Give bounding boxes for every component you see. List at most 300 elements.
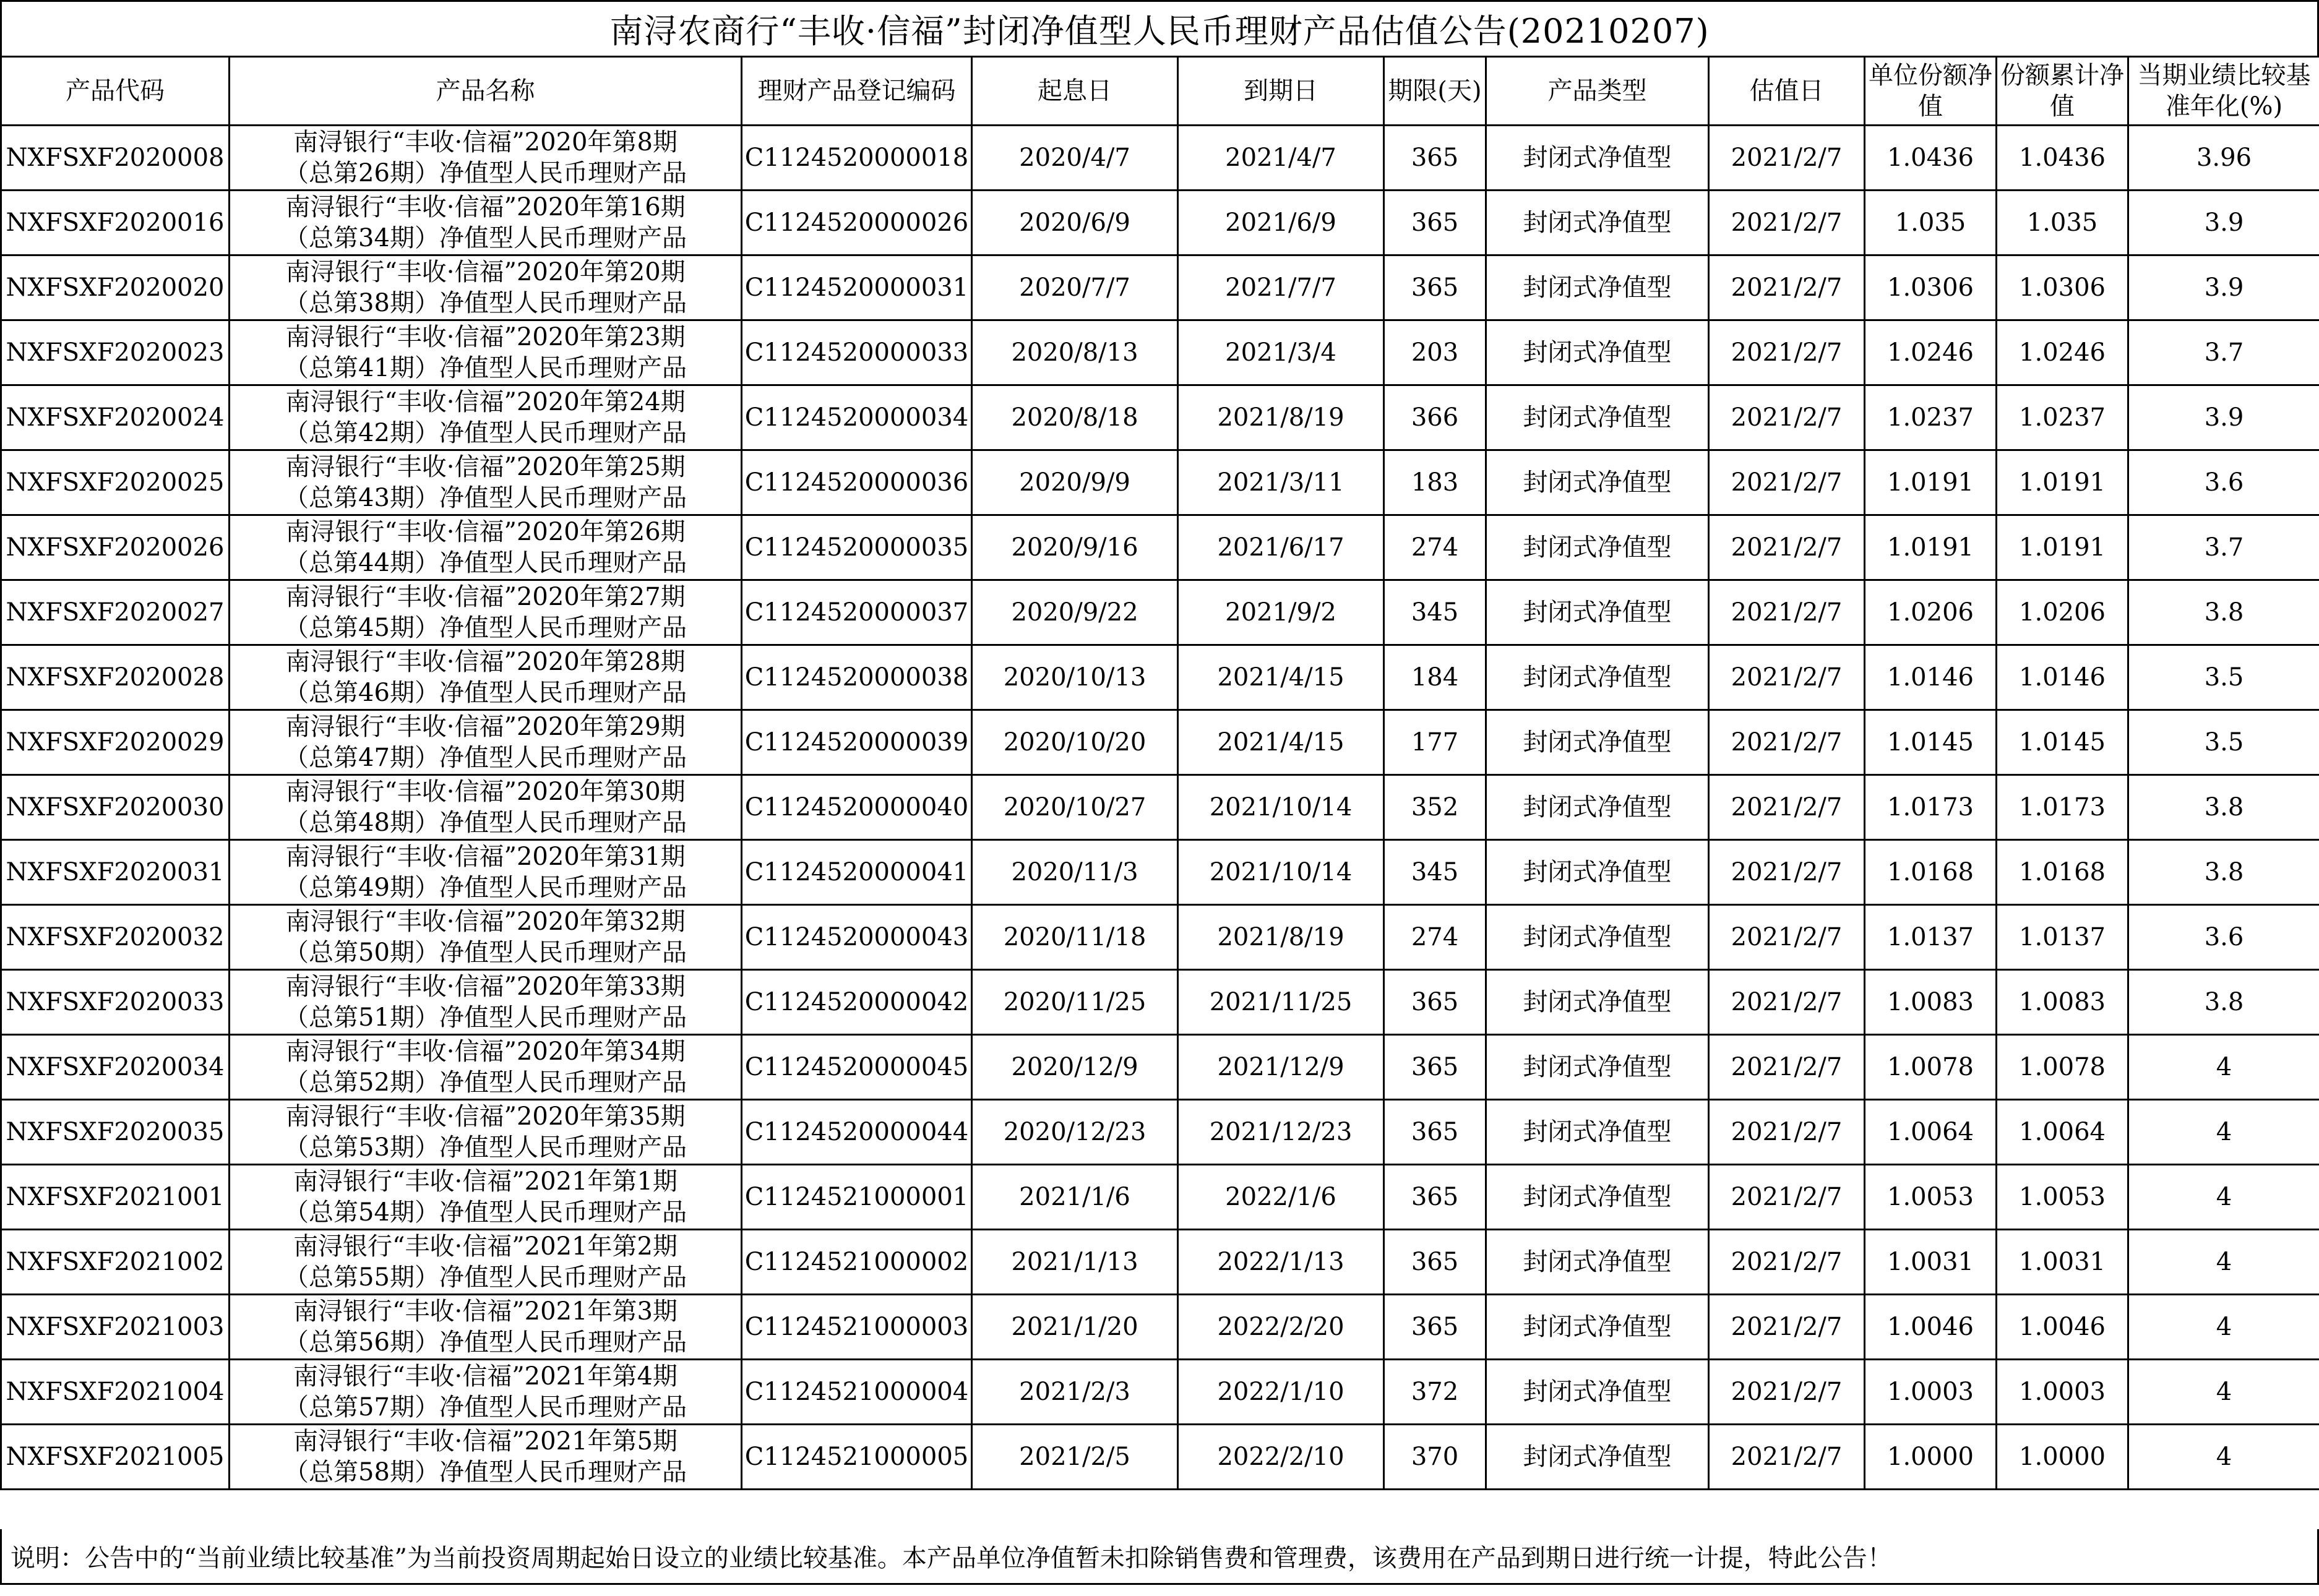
cell-product-name — [230, 1165, 742, 1230]
cell-product-code: NXFSXF2020023 — [1, 320, 230, 385]
product-name-line-2: （总第53期）净值型人民币理财产品 — [284, 1133, 687, 1162]
cell-start-date: 2020/9/9 — [972, 450, 1178, 515]
cell-product-code: NXFSXF2021004 — [1, 1360, 230, 1425]
cell-product-code: NXFSXF2020030 — [1, 775, 230, 840]
cell-accumulated-nav: 1.0168 — [1997, 840, 2128, 905]
table-row — [1, 191, 2319, 255]
product-name-line-1: 南浔银行“丰收·信福”2021年第5期 — [293, 1427, 678, 1456]
cell-product-code: NXFSXF2020033 — [1, 970, 230, 1035]
cell-unit-nav: 1.0246 — [1865, 320, 1997, 385]
cell-end-date: 2021/10/14 — [1178, 775, 1384, 840]
cell-registration-code: C1124520000035 — [742, 515, 972, 580]
cell-accumulated-nav: 1.0145 — [1997, 710, 2128, 775]
cell-benchmark: 4 — [2128, 1425, 2319, 1490]
product-name-line-1: 南浔银行“丰收·信福”2020年第31期 — [285, 843, 686, 871]
table-row — [1, 1295, 2319, 1360]
cell-end-date: 2021/6/17 — [1178, 515, 1384, 580]
cell-valuation-date: 2021/2/7 — [1709, 970, 1865, 1035]
cell-product-type: 封闭式净值型 — [1486, 840, 1709, 905]
cell-product-code: NXFSXF2020028 — [1, 645, 230, 710]
cell-unit-nav: 1.0064 — [1865, 1100, 1997, 1165]
product-name-line-1: 南浔银行“丰收·信福”2020年第33期 — [285, 972, 686, 1001]
cell-accumulated-nav: 1.0246 — [1997, 320, 2128, 385]
cell-end-date: 2022/1/10 — [1178, 1360, 1384, 1425]
cell-product-name — [230, 385, 742, 450]
cell-end-date: 2021/8/19 — [1178, 905, 1384, 970]
cell-unit-nav: 1.0000 — [1865, 1425, 1997, 1490]
table-row — [1, 775, 2319, 840]
cell-valuation-date: 2021/2/7 — [1709, 385, 1865, 450]
product-name-line-2: （总第47期）净值型人民币理财产品 — [284, 744, 687, 772]
cell-accumulated-nav: 1.0436 — [1997, 126, 2128, 191]
cell-accumulated-nav: 1.0146 — [1997, 645, 2128, 710]
cell-product-code: NXFSXF2020034 — [1, 1035, 230, 1100]
cell-product-code: NXFSXF2020026 — [1, 515, 230, 580]
cell-valuation-date: 2021/2/7 — [1709, 905, 1865, 970]
table-row — [1, 970, 2319, 1035]
cell-term-days: 372 — [1384, 1360, 1486, 1425]
cell-product-type: 封闭式净值型 — [1486, 126, 1709, 191]
cell-end-date: 2021/3/11 — [1178, 450, 1384, 515]
cell-accumulated-nav: 1.0306 — [1997, 255, 2128, 320]
cell-unit-nav: 1.0206 — [1865, 580, 1997, 645]
cell-unit-nav: 1.0173 — [1865, 775, 1997, 840]
header-end-date: 到期日 — [1178, 57, 1384, 126]
cell-product-code: NXFSXF2020025 — [1, 450, 230, 515]
cell-start-date: 2020/7/7 — [972, 255, 1178, 320]
product-name-line-1: 南浔银行“丰收·信福”2020年第29期 — [285, 713, 686, 741]
cell-unit-nav: 1.0137 — [1865, 905, 1997, 970]
cell-product-code: NXFSXF2021002 — [1, 1230, 230, 1295]
cell-product-code: NXFSXF2020029 — [1, 710, 230, 775]
cell-valuation-date: 2021/2/7 — [1709, 320, 1865, 385]
cell-unit-nav: 1.0436 — [1865, 126, 1997, 191]
header-benchmark: 当期业绩比较基准年化(%) — [2128, 57, 2319, 126]
cell-end-date: 2021/11/25 — [1178, 970, 1384, 1035]
product-name-line-1: 南浔银行“丰收·信福”2020年第8期 — [293, 128, 678, 157]
cell-product-type: 封闭式净值型 — [1486, 1360, 1709, 1425]
cell-registration-code: C1124520000042 — [742, 970, 972, 1035]
product-name-line-1: 南浔银行“丰收·信福”2021年第4期 — [293, 1362, 678, 1391]
product-name-line-1: 南浔银行“丰收·信福”2020年第35期 — [285, 1102, 686, 1131]
cell-start-date: 2020/6/9 — [972, 191, 1178, 255]
cell-accumulated-nav: 1.0003 — [1997, 1360, 2128, 1425]
cell-product-code: NXFSXF2020016 — [1, 191, 230, 255]
cell-valuation-date: 2021/2/7 — [1709, 775, 1865, 840]
table-row — [1, 450, 2319, 515]
cell-product-type: 封闭式净值型 — [1486, 191, 1709, 255]
cell-valuation-date: 2021/2/7 — [1709, 1425, 1865, 1490]
product-name-line-2: （总第48期）净值型人民币理财产品 — [284, 809, 687, 837]
table-row — [1, 385, 2319, 450]
cell-end-date: 2021/4/7 — [1178, 126, 1384, 191]
cell-start-date: 2021/2/3 — [972, 1360, 1178, 1425]
cell-accumulated-nav: 1.0083 — [1997, 970, 2128, 1035]
cell-valuation-date: 2021/2/7 — [1709, 1295, 1865, 1360]
cell-benchmark: 3.9 — [2128, 191, 2319, 255]
cell-accumulated-nav: 1.0237 — [1997, 385, 2128, 450]
cell-product-name — [230, 450, 742, 515]
cell-term-days: 365 — [1384, 1035, 1486, 1100]
product-name-line-1: 南浔银行“丰收·信福”2020年第30期 — [285, 778, 686, 806]
cell-product-name — [230, 1360, 742, 1425]
cell-start-date: 2020/11/3 — [972, 840, 1178, 905]
cell-product-type: 封闭式净值型 — [1486, 450, 1709, 515]
cell-benchmark: 3.9 — [2128, 385, 2319, 450]
cell-benchmark: 3.6 — [2128, 905, 2319, 970]
cell-product-type: 封闭式净值型 — [1486, 320, 1709, 385]
header-row — [1, 57, 2319, 126]
cell-end-date: 2021/4/15 — [1178, 645, 1384, 710]
cell-start-date: 2020/12/23 — [972, 1100, 1178, 1165]
cell-registration-code: C1124521000005 — [742, 1425, 972, 1490]
product-name-line-2: （总第43期）净值型人民币理财产品 — [284, 484, 687, 512]
cell-benchmark: 4 — [2128, 1230, 2319, 1295]
cell-product-name — [230, 1230, 742, 1295]
cell-valuation-date: 2021/2/7 — [1709, 126, 1865, 191]
cell-unit-nav: 1.035 — [1865, 191, 1997, 255]
product-name-line-2: （总第51期）净值型人民币理财产品 — [284, 1003, 687, 1032]
cell-unit-nav: 1.0083 — [1865, 970, 1997, 1035]
cell-product-name — [230, 1295, 742, 1360]
cell-product-code: NXFSXF2020032 — [1, 905, 230, 970]
cell-product-type: 封闭式净值型 — [1486, 645, 1709, 710]
product-name-line-2: （总第58期）净值型人民币理财产品 — [284, 1458, 687, 1487]
cell-registration-code: C1124520000043 — [742, 905, 972, 970]
product-name-line-2: （总第45期）净值型人民币理财产品 — [284, 614, 687, 642]
cell-start-date: 2020/9/22 — [972, 580, 1178, 645]
cell-start-date: 2021/2/5 — [972, 1425, 1178, 1490]
cell-product-name — [230, 1100, 742, 1165]
cell-valuation-date: 2021/2/7 — [1709, 1360, 1865, 1425]
table-row — [1, 1100, 2319, 1165]
cell-benchmark: 4 — [2128, 1165, 2319, 1230]
table-row — [1, 255, 2319, 320]
cell-term-days: 203 — [1384, 320, 1486, 385]
header-start-date: 起息日 — [972, 57, 1178, 126]
cell-term-days: 365 — [1384, 1295, 1486, 1360]
header-valuation-date: 估值日 — [1709, 57, 1865, 126]
cell-valuation-date: 2021/2/7 — [1709, 515, 1865, 580]
cell-end-date: 2022/1/13 — [1178, 1230, 1384, 1295]
cell-start-date: 2020/11/25 — [972, 970, 1178, 1035]
cell-accumulated-nav: 1.0031 — [1997, 1230, 2128, 1295]
cell-term-days: 352 — [1384, 775, 1486, 840]
cell-product-name — [230, 1035, 742, 1100]
product-name-line-1: 南浔银行“丰收·信福”2020年第24期 — [285, 388, 686, 416]
table-row — [1, 645, 2319, 710]
product-name-line-2: （总第56期）净值型人民币理财产品 — [284, 1328, 687, 1357]
cell-product-name — [230, 191, 742, 255]
product-name-line-1: 南浔银行“丰收·信福”2020年第28期 — [285, 648, 686, 676]
cell-benchmark: 3.8 — [2128, 840, 2319, 905]
cell-product-code: NXFSXF2020035 — [1, 1100, 230, 1165]
cell-benchmark: 3.7 — [2128, 515, 2319, 580]
cell-start-date: 2020/9/16 — [972, 515, 1178, 580]
product-name-line-2: （总第50期）净值型人民币理财产品 — [284, 938, 687, 967]
cell-registration-code: C1124520000034 — [742, 385, 972, 450]
cell-benchmark: 3.9 — [2128, 255, 2319, 320]
cell-term-days: 177 — [1384, 710, 1486, 775]
cell-product-name — [230, 645, 742, 710]
table-body — [1, 126, 2319, 1490]
cell-product-type: 封闭式净值型 — [1486, 1165, 1709, 1230]
cell-registration-code: C1124520000045 — [742, 1035, 972, 1100]
cell-valuation-date: 2021/2/7 — [1709, 1165, 1865, 1230]
cell-accumulated-nav: 1.0000 — [1997, 1425, 2128, 1490]
header-product-name: 产品名称 — [230, 57, 742, 126]
cell-unit-nav: 1.0003 — [1865, 1360, 1997, 1425]
cell-registration-code: C1124520000038 — [742, 645, 972, 710]
cell-benchmark: 3.5 — [2128, 645, 2319, 710]
cell-registration-code: C1124520000044 — [742, 1100, 972, 1165]
cell-product-code: NXFSXF2020031 — [1, 840, 230, 905]
cell-unit-nav: 1.0146 — [1865, 645, 1997, 710]
cell-benchmark: 3.8 — [2128, 775, 2319, 840]
cell-product-name — [230, 840, 742, 905]
cell-term-days: 365 — [1384, 255, 1486, 320]
cell-unit-nav: 1.0306 — [1865, 255, 1997, 320]
product-name-line-2: （总第41期）净值型人民币理财产品 — [284, 354, 687, 382]
product-name-line-1: 南浔银行“丰收·信福”2020年第32期 — [285, 907, 686, 936]
product-name-line-1: 南浔银行“丰收·信福”2020年第20期 — [285, 258, 686, 286]
product-name-line-2: （总第55期）净值型人民币理财产品 — [284, 1263, 687, 1292]
header-unit-nav: 单位份额净值 — [1865, 57, 1997, 126]
cell-start-date: 2021/1/20 — [972, 1295, 1178, 1360]
cell-product-type: 封闭式净值型 — [1486, 255, 1709, 320]
cell-registration-code: C1124521000001 — [742, 1165, 972, 1230]
cell-start-date: 2021/1/6 — [972, 1165, 1178, 1230]
cell-product-name — [230, 1425, 742, 1490]
cell-benchmark: 3.5 — [2128, 710, 2319, 775]
cell-product-type: 封闭式净值型 — [1486, 515, 1709, 580]
table-row — [1, 840, 2319, 905]
cell-product-name — [230, 320, 742, 385]
cell-registration-code: C1124520000031 — [742, 255, 972, 320]
cell-product-type: 封闭式净值型 — [1486, 580, 1709, 645]
cell-product-type: 封闭式净值型 — [1486, 1100, 1709, 1165]
cell-registration-code: C1124521000002 — [742, 1230, 972, 1295]
product-name-line-1: 南浔银行“丰收·信福”2021年第2期 — [293, 1232, 678, 1261]
cell-registration-code: C1124521000003 — [742, 1295, 972, 1360]
cell-term-days: 183 — [1384, 450, 1486, 515]
header-term-days: 期限(天) — [1384, 57, 1486, 126]
cell-start-date: 2020/11/18 — [972, 905, 1178, 970]
product-name-line-1: 南浔银行“丰收·信福”2020年第27期 — [285, 583, 686, 611]
cell-benchmark: 3.8 — [2128, 580, 2319, 645]
cell-product-type: 封闭式净值型 — [1486, 905, 1709, 970]
cell-valuation-date: 2021/2/7 — [1709, 1100, 1865, 1165]
cell-term-days: 365 — [1384, 970, 1486, 1035]
header-registration-code: 理财产品登记编码 — [742, 57, 972, 126]
valuation-table — [0, 56, 2319, 1490]
cell-accumulated-nav: 1.0046 — [1997, 1295, 2128, 1360]
cell-end-date: 2021/12/23 — [1178, 1100, 1384, 1165]
cell-unit-nav: 1.0145 — [1865, 710, 1997, 775]
cell-product-name — [230, 255, 742, 320]
cell-unit-nav: 1.0237 — [1865, 385, 1997, 450]
cell-end-date: 2021/3/4 — [1178, 320, 1384, 385]
cell-product-type: 封闭式净值型 — [1486, 1295, 1709, 1360]
product-name-line-2: （总第49期）净值型人民币理财产品 — [284, 873, 687, 902]
product-name-line-1: 南浔银行“丰收·信福”2020年第25期 — [285, 453, 686, 481]
cell-end-date: 2021/8/19 — [1178, 385, 1384, 450]
cell-start-date: 2021/1/13 — [972, 1230, 1178, 1295]
footer-note: 说明：公告中的“当前业绩比较基准”为当前投资周期起始日设立的业绩比较基准。本产品单位净值暂未扣除销售费和管理费，该费用在产品到期日进行统一计提，特此公告！ — [0, 1529, 2319, 1585]
cell-valuation-date: 2021/2/7 — [1709, 645, 1865, 710]
product-name-line-2: （总第34期）净值型人民币理财产品 — [284, 224, 687, 252]
cell-start-date: 2020/8/13 — [972, 320, 1178, 385]
cell-valuation-date: 2021/2/7 — [1709, 191, 1865, 255]
cell-product-code: NXFSXF2021001 — [1, 1165, 230, 1230]
product-name-line-1: 南浔银行“丰收·信福”2020年第34期 — [285, 1037, 686, 1066]
cell-term-days: 365 — [1384, 191, 1486, 255]
product-name-line-1: 南浔银行“丰收·信福”2020年第16期 — [285, 193, 686, 221]
cell-accumulated-nav: 1.0206 — [1997, 580, 2128, 645]
cell-term-days: 365 — [1384, 1165, 1486, 1230]
cell-product-code: NXFSXF2020024 — [1, 385, 230, 450]
cell-accumulated-nav: 1.035 — [1997, 191, 2128, 255]
cell-term-days: 274 — [1384, 515, 1486, 580]
header-product-code: 产品代码 — [1, 57, 230, 126]
cell-benchmark: 4 — [2128, 1100, 2319, 1165]
cell-product-code: NXFSXF2020020 — [1, 255, 230, 320]
cell-valuation-date: 2021/2/7 — [1709, 710, 1865, 775]
table-row — [1, 1230, 2319, 1295]
cell-valuation-date: 2021/2/7 — [1709, 1035, 1865, 1100]
cell-accumulated-nav: 1.0078 — [1997, 1035, 2128, 1100]
cell-product-code: NXFSXF2020027 — [1, 580, 230, 645]
cell-product-type: 封闭式净值型 — [1486, 775, 1709, 840]
cell-valuation-date: 2021/2/7 — [1709, 255, 1865, 320]
cell-end-date: 2021/12/9 — [1178, 1035, 1384, 1100]
cell-term-days: 366 — [1384, 385, 1486, 450]
cell-accumulated-nav: 1.0191 — [1997, 450, 2128, 515]
cell-end-date: 2021/10/14 — [1178, 840, 1384, 905]
product-name-line-1: 南浔银行“丰收·信福”2021年第3期 — [293, 1297, 678, 1326]
product-name-line-2: （总第57期）净值型人民币理财产品 — [284, 1393, 687, 1422]
product-name-line-1: 南浔银行“丰收·信福”2020年第26期 — [285, 518, 686, 546]
cell-term-days: 365 — [1384, 1230, 1486, 1295]
cell-valuation-date: 2021/2/7 — [1709, 450, 1865, 515]
cell-product-code: NXFSXF2020008 — [1, 126, 230, 191]
cell-product-name — [230, 710, 742, 775]
page-title: 南浔农商行“丰收·信福”封闭净值型人民币理财产品估值公告(20210207) — [0, 0, 2319, 56]
product-name-line-2: （总第26期）净值型人民币理财产品 — [284, 159, 687, 187]
cell-valuation-date: 2021/2/7 — [1709, 840, 1865, 905]
cell-accumulated-nav: 1.0053 — [1997, 1165, 2128, 1230]
cell-product-name — [230, 126, 742, 191]
cell-registration-code: C1124520000037 — [742, 580, 972, 645]
cell-product-type: 封闭式净值型 — [1486, 970, 1709, 1035]
table-row — [1, 905, 2319, 970]
product-name-line-2: （总第54期）净值型人民币理财产品 — [284, 1198, 687, 1227]
cell-product-type: 封闭式净值型 — [1486, 385, 1709, 450]
cell-benchmark: 4 — [2128, 1360, 2319, 1425]
cell-registration-code: C1124520000040 — [742, 775, 972, 840]
cell-product-code: NXFSXF2021003 — [1, 1295, 230, 1360]
table-row — [1, 515, 2319, 580]
cell-end-date: 2021/4/15 — [1178, 710, 1384, 775]
cell-accumulated-nav: 1.0137 — [1997, 905, 2128, 970]
cell-term-days: 345 — [1384, 580, 1486, 645]
cell-accumulated-nav: 1.0173 — [1997, 775, 2128, 840]
cell-start-date: 2020/12/9 — [972, 1035, 1178, 1100]
cell-start-date: 2020/10/27 — [972, 775, 1178, 840]
cell-product-code: NXFSXF2021005 — [1, 1425, 230, 1490]
cell-end-date: 2022/1/6 — [1178, 1165, 1384, 1230]
product-name-line-2: （总第42期）净值型人民币理财产品 — [284, 419, 687, 447]
cell-start-date: 2020/10/13 — [972, 645, 1178, 710]
table-row — [1, 126, 2319, 191]
cell-start-date: 2020/10/20 — [972, 710, 1178, 775]
cell-product-type: 封闭式净值型 — [1486, 1425, 1709, 1490]
table-row — [1, 1035, 2319, 1100]
cell-benchmark: 4 — [2128, 1035, 2319, 1100]
cell-unit-nav: 1.0053 — [1865, 1165, 1997, 1230]
cell-product-type: 封闭式净值型 — [1486, 710, 1709, 775]
table-row — [1, 1165, 2319, 1230]
product-name-line-2: （总第38期）净值型人民币理财产品 — [284, 289, 687, 317]
header-product-type: 产品类型 — [1486, 57, 1709, 126]
table-row — [1, 580, 2319, 645]
cell-product-name — [230, 515, 742, 580]
cell-end-date: 2022/2/20 — [1178, 1295, 1384, 1360]
cell-product-name — [230, 775, 742, 840]
cell-unit-nav: 1.0168 — [1865, 840, 1997, 905]
cell-end-date: 2021/7/7 — [1178, 255, 1384, 320]
cell-accumulated-nav: 1.0064 — [1997, 1100, 2128, 1165]
cell-accumulated-nav: 1.0191 — [1997, 515, 2128, 580]
cell-start-date: 2020/4/7 — [972, 126, 1178, 191]
table-row — [1, 1425, 2319, 1490]
cell-registration-code: C1124520000026 — [742, 191, 972, 255]
cell-registration-code: C1124520000036 — [742, 450, 972, 515]
product-name-line-2: （总第52期）净值型人民币理财产品 — [284, 1068, 687, 1097]
product-name-line-1: 南浔银行“丰收·信福”2021年第1期 — [293, 1167, 678, 1196]
cell-registration-code: C1124520000041 — [742, 840, 972, 905]
cell-benchmark: 4 — [2128, 1295, 2319, 1360]
product-name-line-2: （总第46期）净值型人民币理财产品 — [284, 679, 687, 707]
cell-registration-code: C1124521000004 — [742, 1360, 972, 1425]
table-row — [1, 320, 2319, 385]
cell-product-name — [230, 905, 742, 970]
cell-valuation-date: 2021/2/7 — [1709, 580, 1865, 645]
cell-product-name — [230, 580, 742, 645]
cell-term-days: 184 — [1384, 645, 1486, 710]
cell-unit-nav: 1.0191 — [1865, 515, 1997, 580]
cell-unit-nav: 1.0031 — [1865, 1230, 1997, 1295]
cell-product-type: 封闭式净值型 — [1486, 1035, 1709, 1100]
cell-registration-code: C1124520000033 — [742, 320, 972, 385]
cell-unit-nav: 1.0191 — [1865, 450, 1997, 515]
cell-benchmark: 3.7 — [2128, 320, 2319, 385]
cell-benchmark: 3.96 — [2128, 126, 2319, 191]
cell-term-days: 274 — [1384, 905, 1486, 970]
cell-end-date: 2022/2/10 — [1178, 1425, 1384, 1490]
cell-unit-nav: 1.0078 — [1865, 1035, 1997, 1100]
cell-registration-code: C1124520000039 — [742, 710, 972, 775]
product-name-line-2: （总第44期）净值型人民币理财产品 — [284, 549, 687, 577]
cell-benchmark: 3.8 — [2128, 970, 2319, 1035]
table-row — [1, 1360, 2319, 1425]
cell-term-days: 365 — [1384, 1100, 1486, 1165]
cell-registration-code: C1124520000018 — [742, 126, 972, 191]
product-name-line-1: 南浔银行“丰收·信福”2020年第23期 — [285, 323, 686, 351]
cell-benchmark: 3.6 — [2128, 450, 2319, 515]
cell-term-days: 345 — [1384, 840, 1486, 905]
cell-product-type: 封闭式净值型 — [1486, 1230, 1709, 1295]
